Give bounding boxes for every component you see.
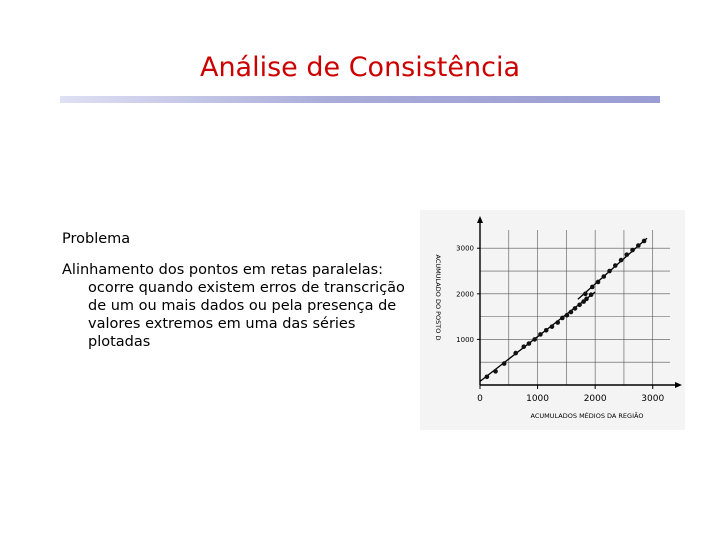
data-point	[619, 258, 624, 263]
slide-body	[62, 230, 407, 351]
data-point	[590, 285, 595, 290]
data-point	[532, 337, 537, 342]
data-point	[550, 324, 555, 329]
data-point	[538, 332, 543, 337]
x-tick-label: 0	[477, 394, 483, 404]
data-point	[527, 341, 532, 346]
data-point	[544, 328, 549, 333]
x-axis-arrow	[675, 382, 682, 388]
y-tick-label: 2000	[456, 290, 474, 299]
data-point	[607, 269, 612, 274]
problem-heading: Problema	[62, 231, 131, 247]
data-point	[625, 252, 630, 257]
chart-svg	[420, 210, 685, 430]
data-point	[565, 313, 570, 318]
data-point	[560, 316, 565, 321]
data-point	[636, 243, 641, 248]
slide-title: Análise de Consistência	[199, 52, 521, 83]
x-tick-label: 3000	[641, 394, 665, 404]
x-tick-label: 2000	[583, 394, 607, 404]
data-point	[601, 274, 606, 279]
title-underline-bar	[60, 96, 660, 103]
y-tick-label: 3000	[456, 244, 474, 253]
data-point	[521, 344, 526, 349]
trend-line	[578, 238, 647, 299]
data-point	[577, 302, 582, 307]
data-point	[485, 374, 490, 379]
data-point	[555, 320, 560, 325]
problem-description: Alinhamento dos pontos em retas paralelas: ocorre quando existem erros de transcrição de um ou mais dados ou pela presença de valores extremos em uma das séries plotadas	[62, 262, 405, 350]
y-axis-title: ACUMULADO DO POSTO D	[434, 254, 442, 341]
data-point	[630, 248, 635, 253]
data-point	[569, 310, 574, 315]
y-tick-label: 1000	[456, 335, 474, 344]
data-point	[513, 351, 518, 356]
double-mass-chart	[420, 210, 685, 430]
data-point	[573, 306, 578, 311]
x-axis-title: ACUMULADOS MÉDIOS DA REGIÃO	[530, 412, 644, 420]
data-point	[493, 369, 498, 374]
data-point	[583, 292, 588, 297]
y-axis-arrow	[477, 216, 483, 223]
x-tick-label: 1000	[526, 394, 550, 404]
data-point	[613, 263, 618, 268]
data-point	[642, 239, 647, 244]
data-point	[502, 361, 507, 366]
data-point	[584, 297, 589, 302]
data-point	[589, 292, 594, 297]
data-point	[596, 280, 601, 285]
